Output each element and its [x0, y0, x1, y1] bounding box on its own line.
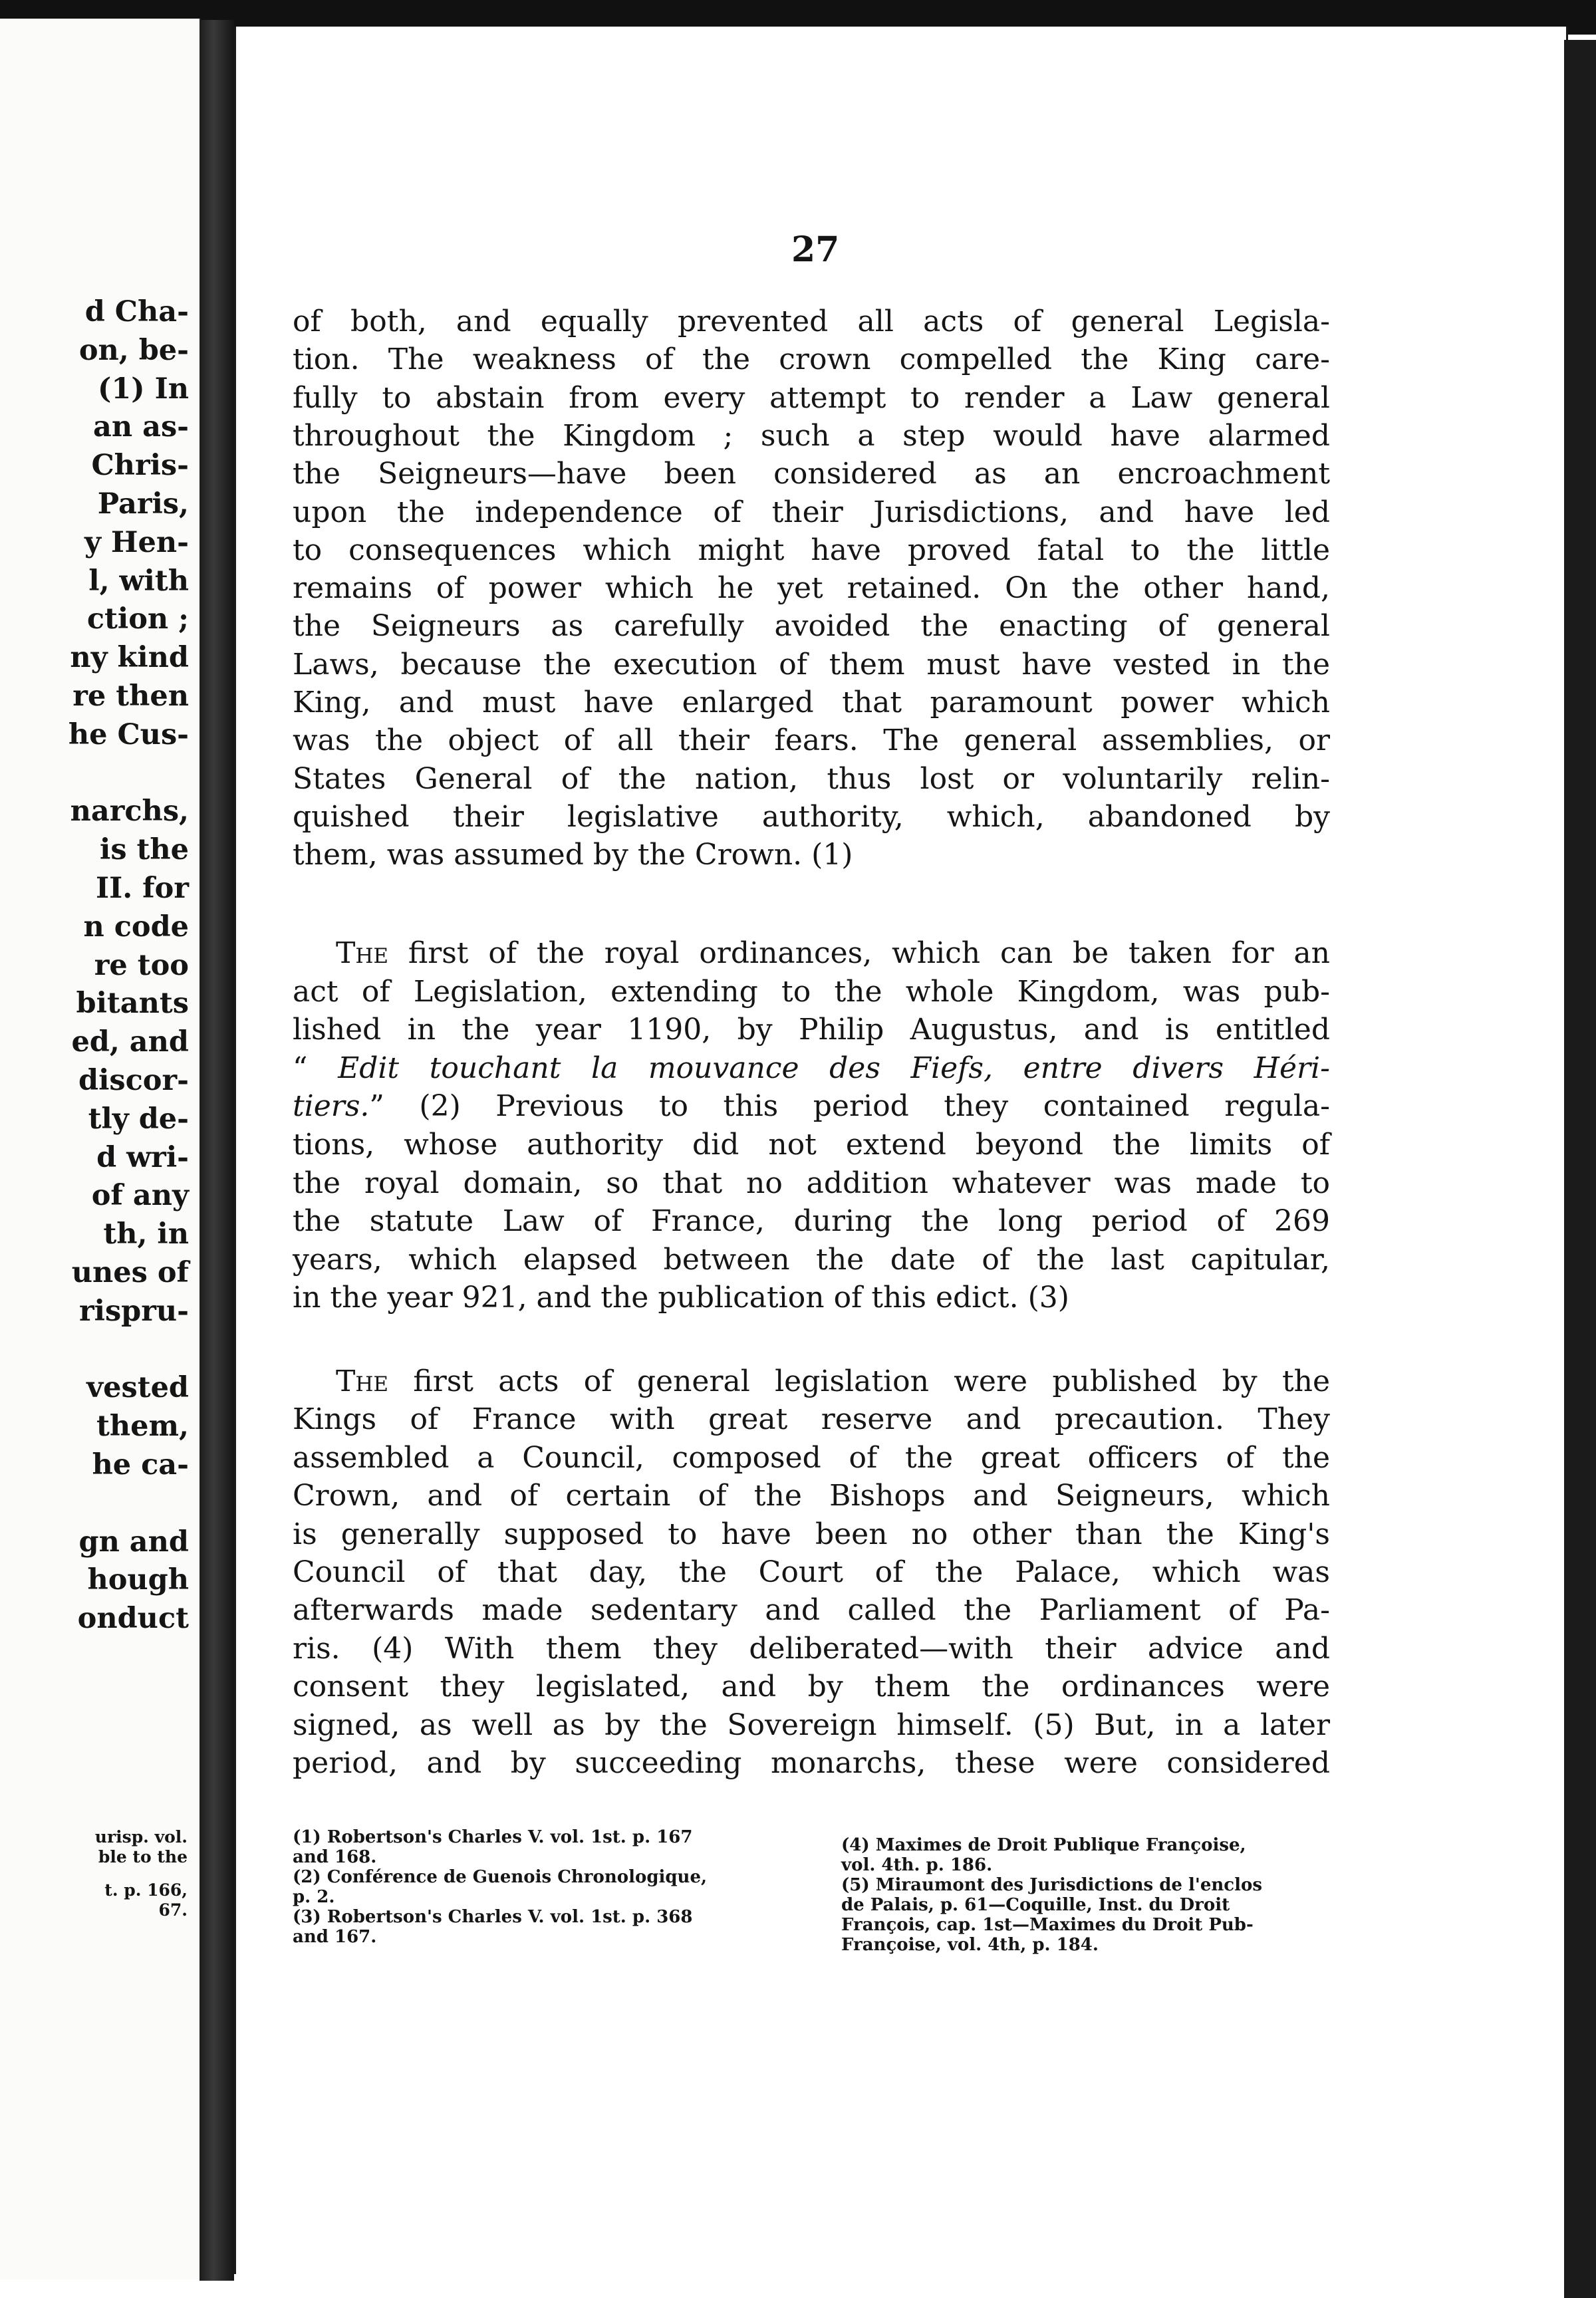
text-line: in the year 921, and the publication of this edict. (3) [293, 1281, 1069, 1315]
left-page-line: narchs, [70, 795, 189, 829]
text-line: period, and by succeeding monarchs, these were considered [293, 1746, 1330, 1780]
footnote-line: and 167. [293, 1927, 377, 1947]
left-page-line: on, be- [78, 333, 189, 367]
text-line: consent they legislated, and by them the ordinances were [293, 1670, 1330, 1704]
left-page-line: onduct [77, 1602, 189, 1636]
left-page-line: rispru- [78, 1294, 189, 1328]
left-page-line: discor- [78, 1064, 189, 1097]
left-page-line: unes of [71, 1256, 189, 1289]
text-line: was the object of all their fears. The general assemblies, or [293, 723, 1330, 758]
text-line-content: first acts of general legislation were published by the [413, 1364, 1330, 1398]
text-line: King, and must have enlarged that paramount power which [293, 686, 1330, 719]
left-page-line: tly de- [88, 1102, 189, 1136]
left-page-line: he Cus- [68, 717, 189, 751]
left-page-line: re too [94, 948, 189, 982]
footnote-line: vol. 4th. p. 186. [841, 1855, 993, 1875]
left-page-line: y Hen- [84, 525, 189, 559]
left-page-line: hough [87, 1563, 189, 1597]
left-page-line: l, with [88, 564, 189, 598]
paragraph-lead-word: The [336, 936, 408, 970]
text-line: is generally supposed to have been no other than the King's [293, 1517, 1330, 1551]
left-page-footnote-fragment: ble to the [98, 1847, 188, 1866]
footnote-line: Françoise, vol. 4th, p. 184. [841, 1935, 1099, 1955]
left-page-line: of any [91, 1179, 189, 1213]
text-line: the Seigneurs as carefully avoided the enacting of general [293, 609, 1330, 644]
text-line: tions, whose authority did not extend beyond the limits of [293, 1128, 1330, 1162]
text-line: assembled a Council, composed of the great officers of the [293, 1440, 1330, 1475]
text-line: upon the independence of their Jurisdictions, and have led [293, 495, 1330, 529]
left-page-line: Chris- [91, 449, 189, 483]
left-page-line: them, [96, 1410, 189, 1444]
text-line: the statute Law of France, during the long period of 269 [293, 1204, 1330, 1239]
text-line: the royal domain, so that no addition whatever was made to [293, 1166, 1330, 1200]
text-line: afterwards made sedentary and called the Parliament of Pa- [293, 1593, 1330, 1628]
left-page-line: an as- [92, 410, 189, 444]
left-page-line: is the [100, 833, 189, 867]
text-line: remains of power which he yet retained. On the other hand, [293, 571, 1330, 606]
book-spine [200, 20, 234, 2281]
footnote-line: (2) Conférence de Guenois Chronologique, [293, 1867, 708, 1887]
left-page-line: th, in [103, 1217, 189, 1251]
text-line: act of Legislation, extending to the whole Kingdom, was pub- [293, 974, 1330, 1009]
text-line: signed, as well as by the Sovereign himself. (5) But, in a later [293, 1708, 1330, 1742]
footnotes-right [841, 1835, 1333, 1955]
left-page-line: vested [86, 1371, 189, 1405]
text-line: tion. The weakness of the crown compelled the King care- [293, 342, 1330, 377]
page-number: 27 [791, 229, 840, 270]
left-page-line: bitants [76, 987, 189, 1021]
footnote-line: (4) Maximes de Droit Publique Françoise, [841, 1835, 1246, 1855]
text-line: lished in the year 1190, by Philip Augustus, and is entitled [293, 1013, 1330, 1047]
paragraph-lead-word: The [336, 1364, 414, 1398]
left-page-line: he ca- [92, 1448, 189, 1481]
footnotes-left [293, 1827, 785, 1947]
text-line: tiers.” (2) Previous to this period they contained regula- [293, 1089, 1330, 1124]
text-line: years, which elapsed between the date of the last capitular, [293, 1242, 1330, 1277]
left-page-line: ny kind [70, 641, 189, 675]
text-line: to consequences which might have proved fatal to the little [293, 533, 1330, 567]
left-page-line: ction ; [86, 602, 189, 636]
left-page-footnote-fragment: t. p. 166, [104, 1880, 188, 1900]
text-line: “ Edit touchant la mouvance des Fiefs, entre divers Héri- [293, 1051, 1330, 1085]
text-line: fully to abstain from every attempt to render a Law general [293, 380, 1330, 415]
left-page-line: Paris, [97, 487, 189, 521]
left-page-line: (1) In [98, 372, 189, 406]
left-page-line: d wri- [96, 1140, 189, 1174]
footnote-line: and 168. [293, 1847, 377, 1867]
footnote-line: (1) Robertson's Charles V. vol. 1st. p. 167 [293, 1827, 693, 1847]
text-line: Kings of France with great reserve and precaution. They [293, 1402, 1330, 1437]
footnote-line: de Palais, p. 61—Coquille, Inst. du Droit [841, 1895, 1230, 1915]
footnote-line: (3) Robertson's Charles V. vol. 1st. p. 368 [293, 1907, 693, 1927]
left-page-footnote-fragment: 67. [158, 1900, 188, 1920]
left-page-line: ed, and [71, 1025, 189, 1059]
left-page-fragment [0, 19, 201, 2279]
text-line: of both, and equally prevented all acts of general Legisla- [293, 305, 1330, 338]
text-line: ris. (4) With them they deliberated—with their advice and [293, 1631, 1330, 1666]
text-line: throughout the Kingdom ; such a step would have alarmed [293, 418, 1330, 453]
text-line: them, was assumed by the Crown. (1) [293, 838, 853, 872]
left-page-footnote-fragment: urisp. vol. [94, 1827, 188, 1847]
text-line [336, 936, 1330, 973]
text-line-content: first of the royal ordinances, which can be taken for an [408, 936, 1330, 970]
left-page-line: II. for [95, 872, 189, 905]
footnote-line: p. 2. [293, 1887, 335, 1907]
text-line: States General of the nation, thus lost or voluntarily relin- [293, 761, 1330, 796]
text-line: Council of that day, the Court of the Palace, which was [293, 1555, 1330, 1589]
footnote-line: (5) Miraumont des Jurisdictions de l'enclos [841, 1875, 1262, 1895]
footnote-line: François, cap. 1st—Maximes du Droit Pub- [841, 1915, 1254, 1935]
left-page-line: re then [72, 680, 189, 713]
text-line: the Seigneurs—have been considered as an encroachment [293, 457, 1330, 491]
text-line [336, 1364, 1330, 1402]
left-page-line: d Cha- [84, 295, 189, 328]
text-line: quished their legislative authority, which, abandoned by [293, 799, 1330, 834]
text-line: Crown, and of certain of the Bishops and Seigneurs, which [293, 1479, 1330, 1513]
left-page-line: gn and [78, 1525, 189, 1559]
left-page-line: n code [83, 910, 189, 944]
text-line: Laws, because the execution of them must have vested in the [293, 647, 1330, 682]
page-edge-shadow [1564, 40, 1596, 2298]
